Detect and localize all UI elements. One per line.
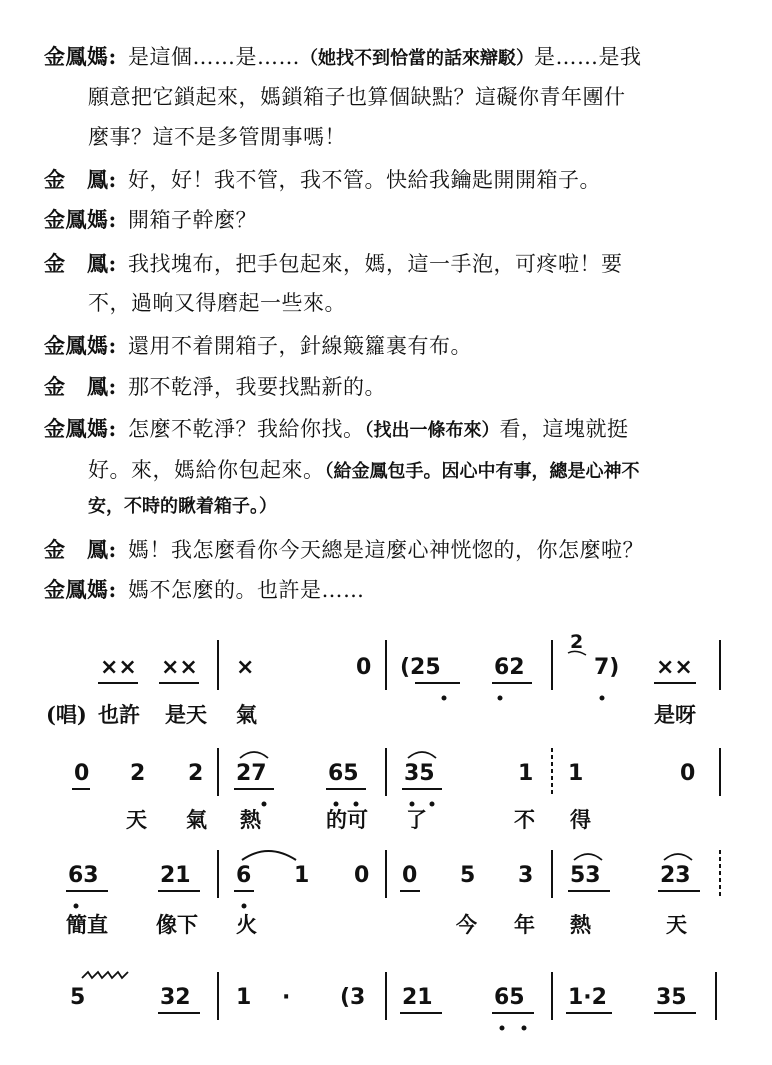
dialogue-line: 金鳳媽: 是這個……是……（她找不到恰當的話來辯駁）是……是我	[44, 44, 642, 69]
note: ×	[236, 655, 255, 680]
speaker-name: 金 鳳	[44, 167, 109, 192]
note: 0	[356, 655, 372, 680]
note: 5	[70, 985, 86, 1010]
note: 0	[402, 863, 418, 888]
speaker-name: 金鳳媽	[44, 207, 109, 232]
note: 65	[328, 761, 359, 786]
lyric: 氣	[186, 807, 207, 832]
speaker-name: 金鳳媽	[44, 416, 109, 441]
stage-direction: （她找不到恰當的話來辯駁）	[299, 48, 534, 69]
note: 1	[294, 863, 310, 888]
dialogue-line: 金鳳媽: 開箱子幹麼？	[44, 207, 257, 232]
speaker-name: 金鳳媽	[44, 577, 109, 602]
lyric: (唱)	[46, 702, 87, 727]
note: 0	[74, 761, 90, 786]
dialogue-text: 媽！我怎麼看你今天總是這麼心神恍惚的，你怎麼啦？	[127, 538, 644, 562]
lyric: 了	[406, 807, 427, 832]
lyric: 熱	[240, 807, 261, 832]
note: (3	[340, 985, 366, 1010]
speaker-name: 金 鳳	[44, 374, 109, 399]
note: 0	[354, 863, 370, 888]
dialogue-text: 好。來，媽給你包起來。	[88, 458, 325, 482]
note: 2	[188, 761, 204, 786]
dialogue-text: 還用不着開箱子，針線簸籮裏有布。	[127, 334, 472, 358]
note: 63	[68, 863, 99, 888]
dialogue-line: 金 鳳: 好，好！我不管，我不管。快給我鑰匙開開箱子。	[44, 167, 601, 192]
note: 21	[160, 863, 191, 888]
dialogue-text: 看，這塊就挺	[499, 417, 629, 441]
stage-direction: （給金鳳包手。因心中有事，總是心神不	[324, 461, 640, 482]
speaker-name: 金 鳳	[44, 537, 109, 562]
note: 2	[130, 761, 146, 786]
dialogue-text: 怎麼不乾淨？我給你找。	[127, 417, 365, 441]
lyric: 簡直	[66, 912, 108, 937]
note: 3	[518, 863, 534, 888]
note: (25	[400, 655, 441, 680]
dialogue-line: 金 鳳: 我找塊布，把手包起來，媽，這一手泡，可疼啦！要	[44, 251, 623, 276]
lyric: 也許	[98, 702, 140, 727]
stage-direction: 安，不時的瞅着箱子。）	[88, 496, 277, 517]
lyric: 的可	[326, 807, 368, 832]
dialogue-text: 那不乾淨，我要找點新的。	[127, 375, 386, 399]
lyric: 熱	[570, 912, 591, 937]
grace-note: 2	[570, 631, 584, 653]
note: 6	[236, 863, 252, 888]
dialogue-continuation: 願意把它鎖起來，媽鎖箱子也算個缺點？這礙你青年團什	[88, 85, 626, 109]
speaker-name: 金鳳媽	[44, 44, 109, 69]
lyric: 火	[236, 912, 257, 937]
speaker-name: 金鳳媽	[44, 333, 109, 358]
dialogue-line: 金鳳媽: 怎麼不乾淨？我給你找。（找出一條布來）看，這塊就挺	[44, 416, 629, 441]
score-row-1	[46, 631, 720, 727]
speaker-name: 金 鳳	[44, 251, 109, 276]
note: 23	[660, 863, 691, 888]
lyric: 是呀	[654, 702, 696, 727]
note: ××	[100, 655, 137, 680]
note: 1	[236, 985, 252, 1010]
dialogue-text: 我找塊布，把手包起來，媽，這一手泡，可疼啦！要	[127, 252, 623, 276]
note: ××	[161, 655, 198, 680]
note: 27	[236, 761, 267, 786]
lyric: 是天	[165, 702, 207, 727]
note: 1	[568, 761, 584, 786]
dialogue-text: 好，好！我不管，我不管。快給我鑰匙開開箱子。	[127, 168, 601, 192]
note: 21	[402, 985, 433, 1010]
lyric: 年	[514, 912, 535, 937]
note: 1·2	[568, 985, 607, 1010]
note: 62	[494, 655, 525, 680]
dialogue-text: 開箱子幹麼？	[127, 208, 257, 232]
dialogue-text: 媽不怎麼的。也許是……	[127, 578, 365, 602]
dialogue-line: 金鳳媽: 媽不怎麼的。也許是……	[44, 577, 365, 602]
lyric: 今	[456, 912, 477, 937]
lyric: 不	[514, 807, 535, 832]
note: 0	[680, 761, 696, 786]
note: 5	[460, 863, 476, 888]
dialogue-line: 金 鳳: 媽！我怎麼看你今天總是這麼心神恍惚的，你怎麼啦？	[44, 537, 644, 562]
dialogue-continuation: 麼事？這不是多管閒事嗎！	[88, 125, 346, 149]
note: ××	[656, 655, 693, 680]
note: 32	[160, 985, 191, 1010]
lyric: 天	[666, 912, 687, 937]
note: 35	[656, 985, 687, 1010]
note: 7)	[594, 655, 620, 680]
lyric: 像下	[156, 912, 198, 937]
note: 65	[494, 985, 525, 1010]
dialogue-continuation: 不，過晌又得磨起一些來。	[88, 291, 346, 315]
note: 1	[518, 761, 534, 786]
score-row-2	[72, 748, 720, 832]
score-row-3	[66, 850, 720, 937]
dialogue-text: 是這個……是……	[127, 45, 300, 69]
lyric: 得	[570, 807, 591, 832]
note: ·	[282, 985, 291, 1010]
stage-direction: （找出一條布來）	[364, 420, 500, 441]
dialogue-text: 是……是我	[533, 45, 642, 69]
dialogue-line: 金鳳媽: 還用不着開箱子，針線簸籮裏有布。	[44, 333, 472, 358]
glissando-mark	[82, 972, 128, 978]
score-row-4	[70, 972, 716, 1031]
lyric: 氣	[236, 702, 257, 727]
dialogue-line: 金 鳳: 那不乾淨，我要找點新的。	[44, 374, 386, 399]
lyric: 天	[126, 807, 147, 832]
note: 35	[404, 761, 435, 786]
note: 53	[570, 863, 601, 888]
